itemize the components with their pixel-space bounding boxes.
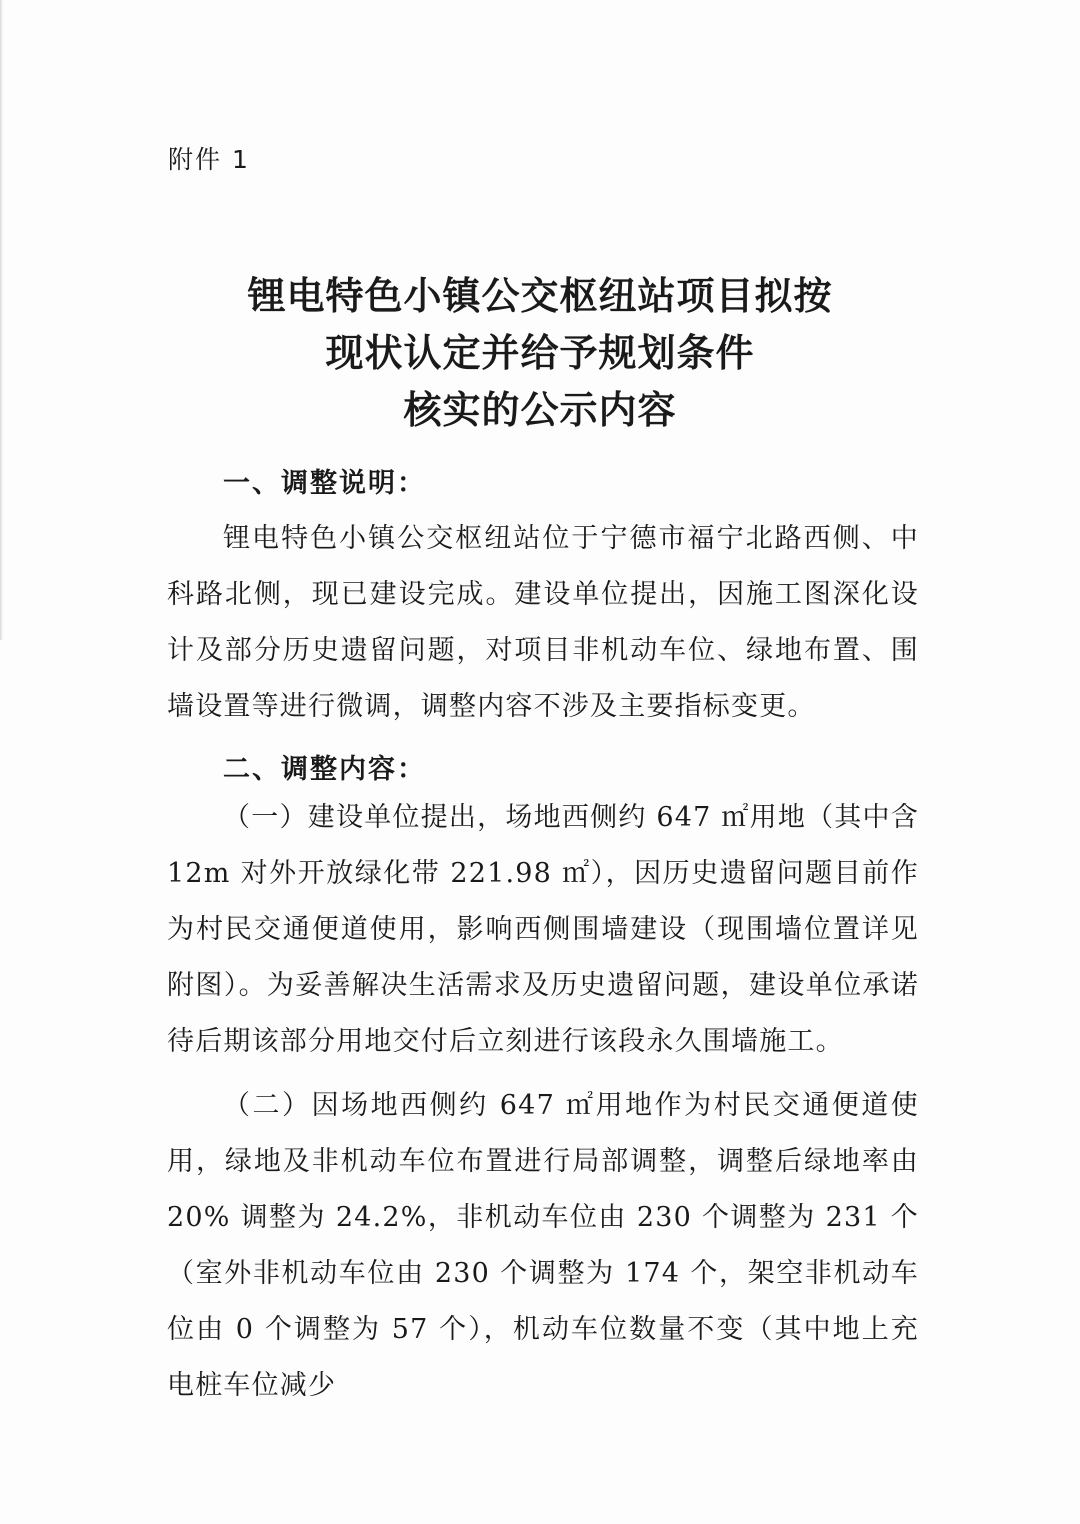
title-line-3: 核实的公示内容	[403, 388, 677, 432]
section-2-heading: 二、调整内容：	[223, 754, 426, 785]
section-2-item-2: （二）因场地西侧约 647 ㎡用地作为村民交通便道使用，绿地及非机动车位布置进行局部调整，调整后绿地率由 20% 调整为 24.2%，非机动车位由 230 个调整为 231 个（室外非机动车位由 230 个调整为 174 个，架空非机动车位由 0 个调整为 57 个），机动车位数量不变（其中地上充电桩车位减少	[167, 1090, 919, 1401]
title-line-2: 现状认定并给予规划条件	[325, 331, 755, 375]
document-title	[0, 268, 1080, 439]
section-2-item-1: （一）建设单位提出，场地西侧约 647 ㎡用地（其中含 12m 对外开放绿化带 221.98 ㎡），因历史遗留问题目前作为村民交通便道使用，影响西侧围墙建设（现围墙位置详见附图）。为妥善解决生活需求及历史遗留问题，建设单位承诺待后期该部分用地交付后立刻进行该段永久围墙施工。	[167, 802, 919, 1057]
section-1-paragraph: 锂电特色小镇公交枢纽站位于宁德市福宁北路西侧、中科路北侧，现已建设完成。建设单位提出，因施工图深化设计及部分历史遗留问题，对项目非机动车位、绿地布置、围墙设置等进行微调，调整内容不涉及主要指标变更。	[167, 523, 919, 722]
section-1-heading: 一、调整说明：	[223, 468, 426, 499]
attachment-label: 附件 1	[168, 145, 250, 174]
title-line-1: 锂电特色小镇公交枢纽站项目拟按	[247, 274, 833, 318]
